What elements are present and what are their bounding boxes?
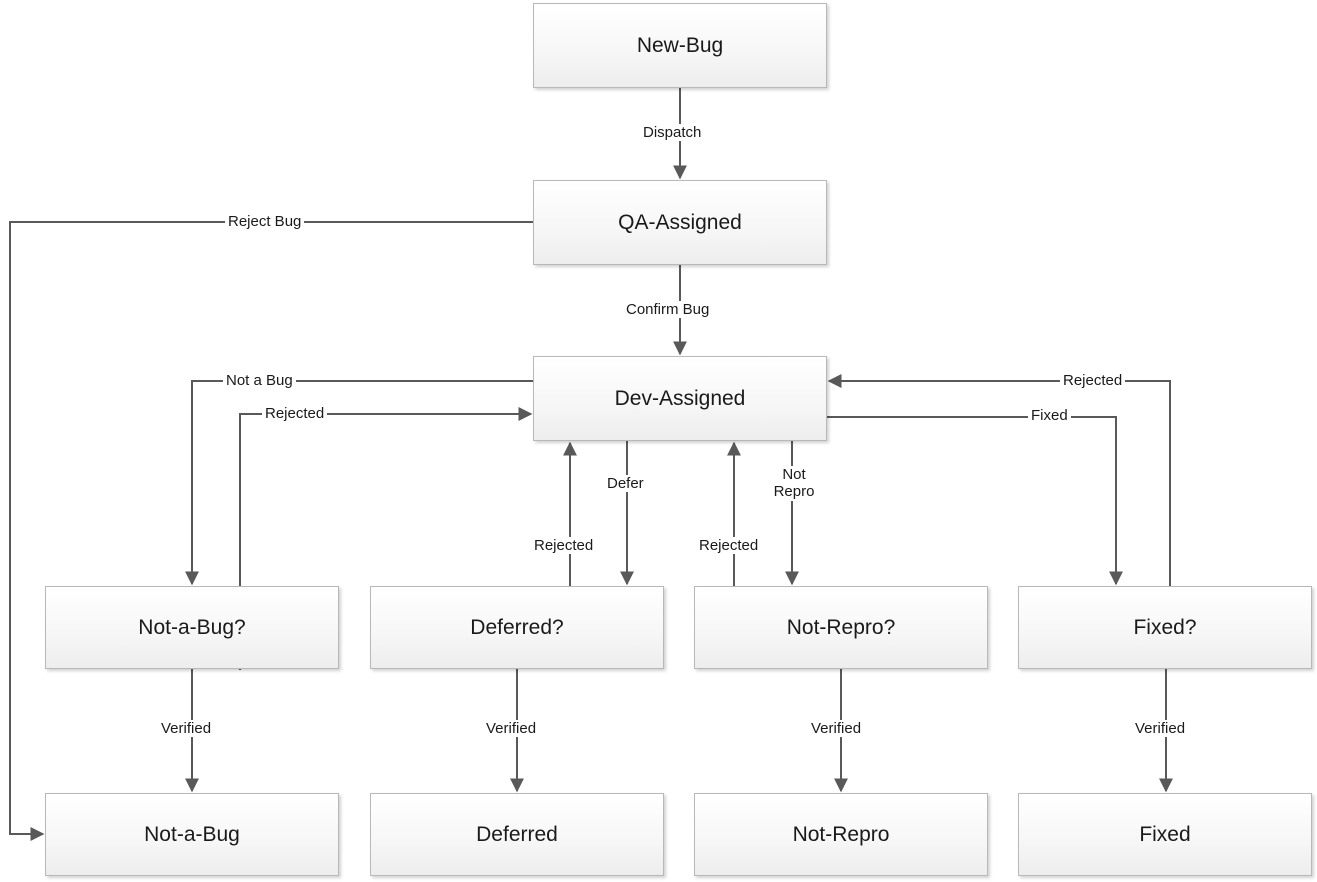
edge-label-dispatch: Dispatch bbox=[640, 124, 704, 141]
node-label: Not-Repro bbox=[792, 822, 890, 846]
node-label: Deferred bbox=[476, 822, 558, 846]
edge-label-line-2: Repro bbox=[773, 483, 815, 501]
node-new-bug[interactable] bbox=[533, 3, 827, 88]
node-not-repro[interactable] bbox=[694, 793, 988, 876]
node-fixed-question[interactable] bbox=[1018, 586, 1312, 669]
edge-label-confirm-bug: Confirm Bug bbox=[623, 301, 712, 318]
node-not-a-bug[interactable] bbox=[45, 793, 339, 876]
node-deferred-question[interactable] bbox=[370, 586, 664, 669]
node-label: Fixed? bbox=[1133, 615, 1197, 639]
edge-label-verified-not-a-bug: Verified bbox=[158, 720, 214, 737]
edge-fixed-rejected bbox=[829, 381, 1170, 586]
edge-label-not-repro bbox=[765, 466, 823, 501]
node-label: Dev-Assigned bbox=[614, 386, 746, 410]
edge-label-defer: Defer bbox=[604, 475, 647, 492]
edge-label-fixed: Fixed bbox=[1028, 407, 1071, 424]
edge-label-not-repro-rejected: Rejected bbox=[696, 537, 761, 554]
edge-label-deferred-rejected: Rejected bbox=[531, 537, 596, 554]
node-deferred[interactable] bbox=[370, 793, 664, 876]
node-label: Not-a-Bug? bbox=[138, 615, 246, 639]
edge-label-not-a-bug: Not a Bug bbox=[223, 372, 296, 389]
node-not-repro-question[interactable] bbox=[694, 586, 988, 669]
node-label: QA-Assigned bbox=[618, 210, 742, 234]
node-label: Deferred? bbox=[470, 615, 564, 639]
node-fixed[interactable] bbox=[1018, 793, 1312, 876]
node-qa-assigned[interactable] bbox=[533, 180, 827, 265]
edge-label-verified-not-repro: Verified bbox=[808, 720, 864, 737]
edge-label-verified-fixed: Verified bbox=[1132, 720, 1188, 737]
edge-reject-bug bbox=[10, 222, 533, 834]
edge-fixed bbox=[827, 417, 1116, 584]
edge-label-fixed-rejected: Rejected bbox=[1060, 372, 1125, 389]
edge-label-verified-deferred: Verified bbox=[483, 720, 539, 737]
edge-label-line-1: Not bbox=[782, 466, 806, 483]
node-not-a-bug-question[interactable] bbox=[45, 586, 339, 669]
edge-label-not-a-bug-rejected: Rejected bbox=[262, 405, 327, 422]
node-label: Fixed bbox=[1139, 822, 1191, 846]
node-label: Not-Repro? bbox=[786, 615, 896, 639]
edge-label-reject-bug: Reject Bug bbox=[225, 213, 304, 230]
node-label: New-Bug bbox=[636, 33, 724, 57]
node-label: Not-a-Bug bbox=[144, 822, 240, 846]
node-dev-assigned[interactable] bbox=[533, 356, 827, 441]
edge-not-a-bug bbox=[192, 381, 533, 584]
